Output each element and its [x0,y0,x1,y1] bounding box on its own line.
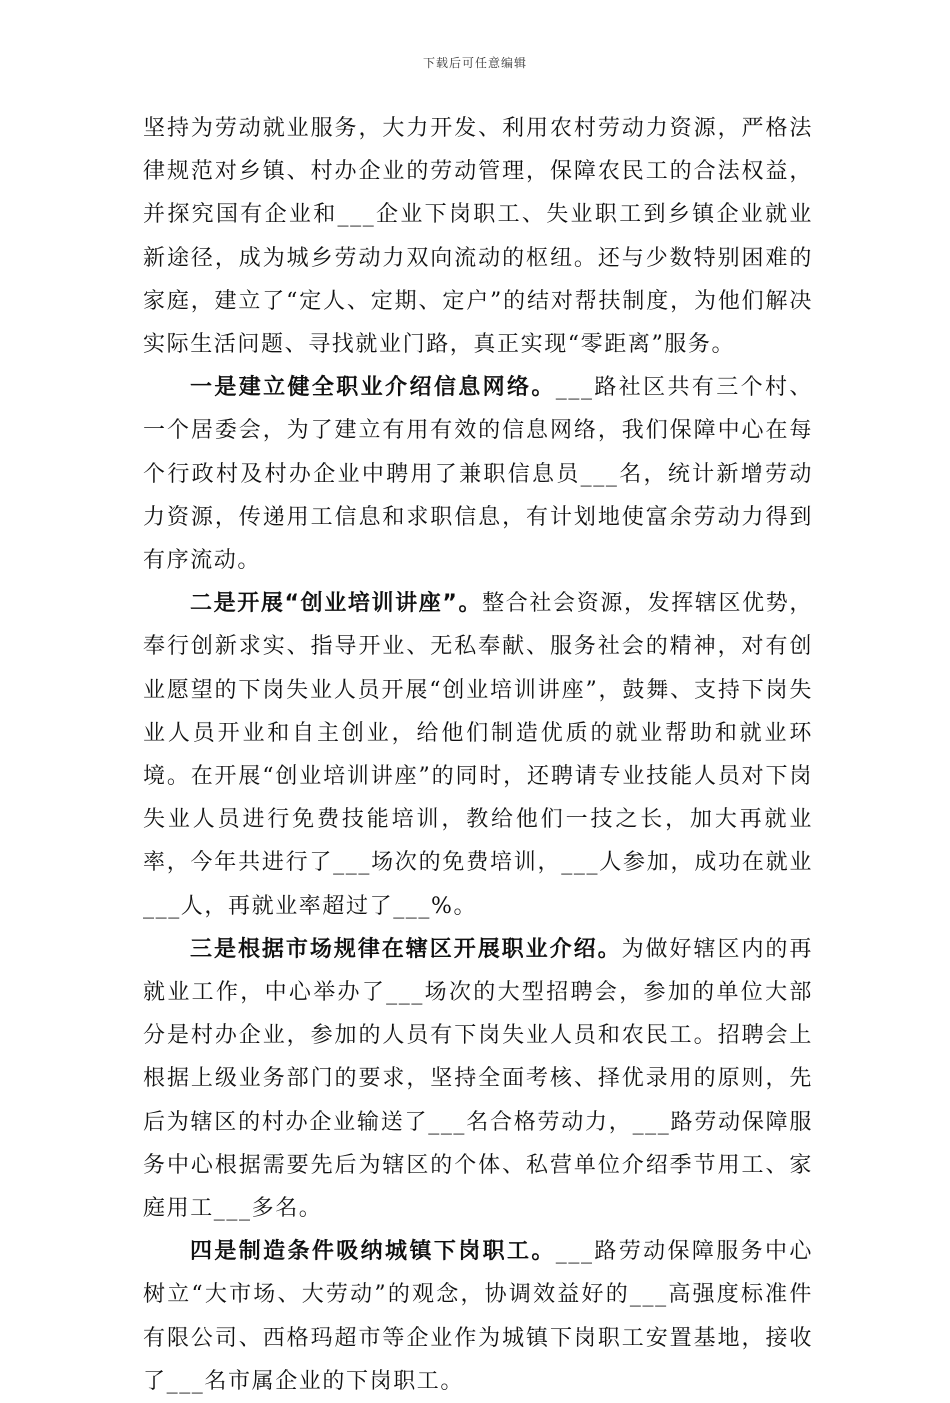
paragraph-info-network [143,366,813,582]
paragraph-body: ___路劳动保障服务中心树立“大市场、大劳动”的观念，协调效益好的___高强度标准件有限公司、西格玛超市等企业作为城镇下岗职工安置基地，接收了___名市属企业的下岗职工。 [143,1239,813,1394]
paragraph-body: 坚持为劳动就业服务，大力开发、利用农村劳动力资源，严格法律规范对乡镇、村办企业的劳动管理，保障农民工的合法权益，并探究国有企业和___企业下岗职工、失业职工到乡镇企业就业新途径，成为城乡劳动力双向流动的枢纽。还与少数特别困难的家庭，建立了“定人、定期、定户”的结对帮扶制度，为他们解决实际生活问题、寻找就业门路，真正实现“零距离”服务。 [143,116,813,358]
paragraph-placement [143,1230,813,1403]
paragraph-body: ___路社区共有三个村、一个居委会，为了建立有用有效的信息网络，我们保障中心在每个行政村及村办企业中聘用了兼职信息员___名，统计新增劳动力资源，传递用工信息和求职信息，有计划地使富余劳动力得到有序流动。 [143,375,813,574]
paragraph-lead: 二是开展“创业培训讲座”。 [190,591,483,617]
paragraph-body: 为做好辖区内的再就业工作，中心举办了___场次的大型招聘会，参加的单位大部分是村办企业，参加的人员有下岗失业人员和农民工。招聘会上根据上级业务部门的要求，坚持全面考核、择优录用的原则，先后为辖区的村办企业输送了___名合格劳动力，___路劳动保障服务中心根据需要先后为辖区的个体、私营单位介绍季节用工、家庭用工___多名。 [143,936,813,1222]
paragraph-body: 整合社会资源，发挥辖区优势，奉行创新求实、指导开业、无私奉献、服务社会的精神，对有创业愿望的下岗失业人员开展“创业培训讲座”，鼓舞、支持下岗失业人员开业和自主创业，给他们制造优质的就业帮助和就业环境。在开展“创业培训讲座”的同时，还聘请专业技能人员对下岗失业人员进行免费技能培训，教给他们一技之长，加大再就业率，今年共进行了___场次的免费培训，___人参加，成功在就业___人，再就业率超过了___%。 [143,591,813,919]
paragraph-lead: 一是建立健全职业介绍信息网络。 [190,375,556,401]
page-header: 下载后可任意编辑 [422,56,527,70]
paragraph-lead: 四是制造条件吸纳城镇下岗职工。 [190,1239,556,1265]
document-body [143,107,813,1403]
paragraph-lead: 三是根据市场规律在辖区开展职业介绍。 [190,936,622,962]
paragraph-training [143,582,813,928]
paragraph-job-fair [143,928,813,1230]
paragraph-intro [143,107,813,366]
